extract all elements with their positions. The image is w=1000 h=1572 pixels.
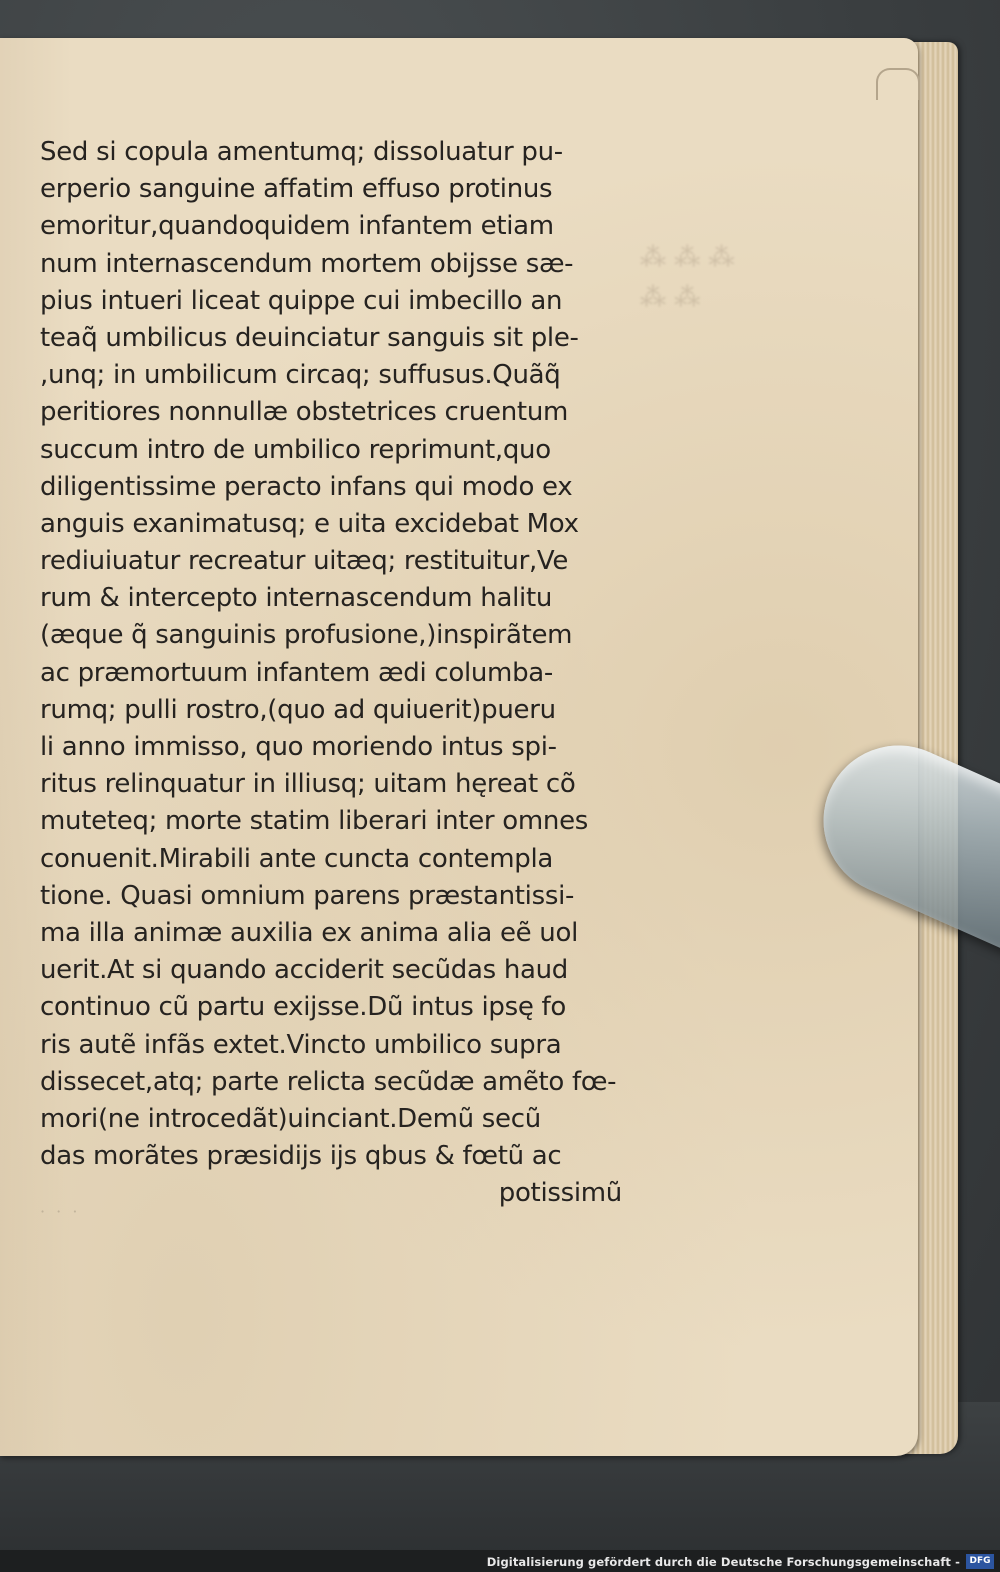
text-line: continuo cũ partu exijsse.Dũ intus ipsę fo <box>40 992 566 1023</box>
printed-text-block <box>40 134 630 1212</box>
text-line: dissecet,atq; parte relicta secũdæ amẽto fœ- <box>40 1066 617 1097</box>
text-line: ris autẽ infãs extet.Vincto umbilico supra <box>40 1029 562 1060</box>
text-line: anguis exanimatusq; e uita excidebat Mox <box>40 508 579 539</box>
catchword: potissimũ <box>498 1178 622 1209</box>
ink-smudge: · · · <box>40 1202 81 1221</box>
text-line: rum & intercepto internascendum halitu <box>40 583 553 614</box>
text-line: succum intro de umbilico reprimunt,quo <box>40 434 551 465</box>
text-line: Sed si copula amentumq; dissoluatur pu- <box>40 137 563 167</box>
dfg-logo-icon: DFG <box>966 1554 994 1569</box>
text-line: ma illa animæ auxilia ex anima alia eẽ uol <box>40 917 579 948</box>
text-line: das morãtes præsidijs ijs qbus & fœtũ ac <box>40 1141 562 1172</box>
text-line: muteteq; morte statim liberari inter omnes <box>40 806 589 837</box>
text-line: emoritur,quandoquidem infantem etiam <box>40 211 554 242</box>
text-line: ,unq; in umbilicum circaq; suffusus.Quãq̃ <box>40 360 561 391</box>
show-through-ink: ⁂ ⁂ ⁂ ⁂ ⁂ <box>640 243 735 313</box>
text-line: rediuiuatur recreatur uitæq; restituitur,Ve <box>40 546 569 577</box>
text-line: peritiores nonnullæ obstetrices cruentum <box>40 397 569 428</box>
text-line: tione. Quasi omnium parens præstantissi- <box>40 880 575 911</box>
text-line: conuenit.Mirabili ante cuncta contempla <box>40 843 553 874</box>
text-line: pius intueri liceat quippe cui imbecillo an <box>40 285 563 316</box>
text-line: mori(ne introcedãt)uinciant.Demũ secũ <box>40 1103 541 1134</box>
text-line: diligentissime peracto infans qui modo ex <box>40 471 573 502</box>
text-line: li anno immisso, quo moriendo intus spi- <box>40 732 557 762</box>
text-line: erperio sanguine affatim effuso protinus <box>40 174 553 205</box>
text-line: ac præmortuum infantem ædi columba- <box>40 657 554 688</box>
text-line: uerit.At si quando acciderit secũdas haud <box>40 955 569 986</box>
text-line: num internascendum mortem obijsse sæ- <box>40 248 574 279</box>
text-line: teaq̃ umbilicus deuinciatur sanguis sit ple- <box>40 322 579 353</box>
page-corner-curl <box>876 68 920 100</box>
text-line: rumq; pulli rostro,(quo ad quiuerit)pueru <box>40 694 556 725</box>
funding-credit: Digitalisierung gefördert durch die Deutsche Forschungsgemeinschaft - <box>486 1555 960 1569</box>
text-line: (æque q̃ sanguinis profusione,)inspirãtem <box>40 620 573 651</box>
text-line: ritus relinquatur in illiusq; uitam hęreat cõ <box>40 769 576 800</box>
